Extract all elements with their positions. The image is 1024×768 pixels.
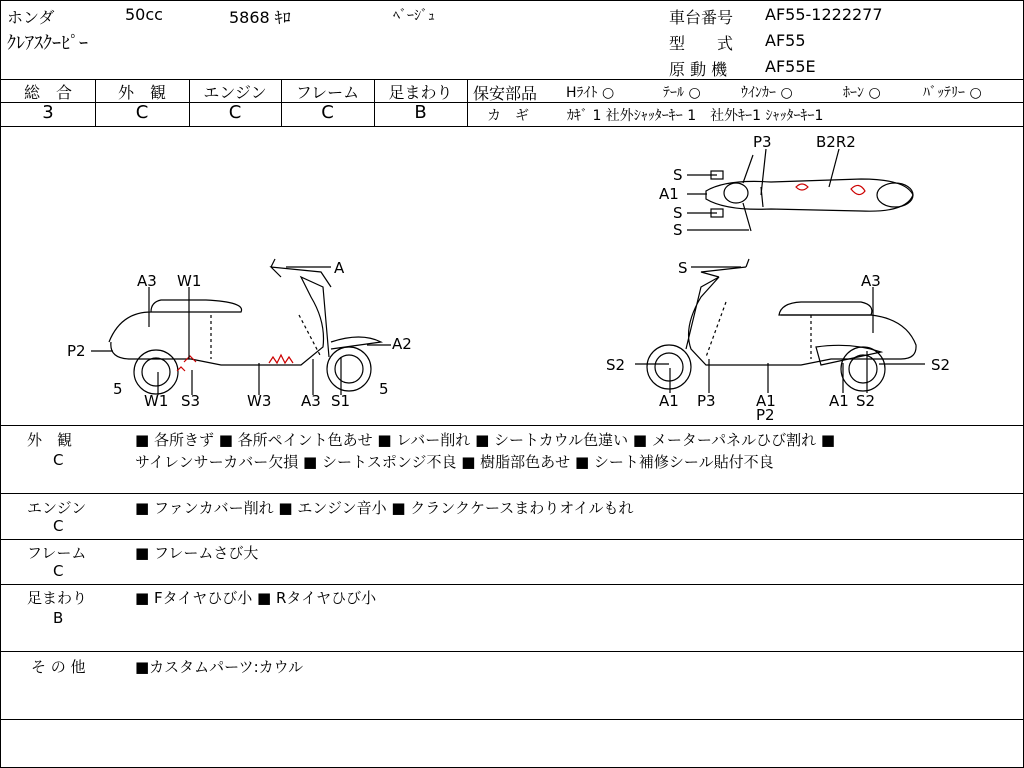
label-right-a1: A1: [659, 392, 679, 410]
label-right-a3: A3: [861, 272, 881, 290]
grade-value-suspension: B: [414, 102, 427, 123]
grade-value-overall: 3: [42, 102, 54, 123]
note-exterior-2: サイレンサーカバー欠損 ■ シートスポンジ不良 ■ 樹脂部色あせ ■ シート補修シール貼付不良: [135, 453, 774, 471]
color: ﾍﾞｰｼﾞｭ: [393, 8, 435, 24]
section-label-frame: フレーム: [27, 544, 87, 562]
label-left-5a: 5: [113, 380, 123, 398]
damage-diagram: [1, 127, 1023, 425]
label-left-p2: P2: [67, 342, 86, 360]
label-left-w1b: W1: [144, 392, 169, 410]
model-name: ｸﾚｱｽｸｰﾋﾟｰ: [7, 33, 88, 54]
label-left-a2: A2: [392, 335, 412, 353]
label-left-s1: S1: [331, 392, 351, 410]
section-label-exterior: 外 観: [27, 431, 73, 449]
label-left-s3: S3: [181, 392, 201, 410]
section-grade-frame: C: [53, 562, 64, 580]
safety-item-headlight: Hﾗｲﾄ ○: [566, 85, 615, 101]
section-label-engine: エンジン: [27, 499, 87, 517]
label-right-a1c: A1: [829, 392, 849, 410]
label-top-a1: A1: [659, 185, 679, 203]
label-left-5b: 5: [379, 380, 389, 398]
chassis-label: 車台番号: [669, 8, 734, 27]
label-top-s2: S: [673, 204, 683, 222]
displacement: 50cc: [125, 5, 163, 24]
section-grade-engine: C: [53, 517, 64, 535]
safety-label: 保安部品: [473, 84, 538, 103]
grade-label-suspension: 足まわり: [388, 83, 453, 102]
grade-label-frame: フレーム: [295, 83, 360, 102]
grade-value-frame: C: [321, 102, 334, 123]
label-right-s: S: [678, 259, 688, 277]
label-top-s3: S: [673, 221, 683, 239]
engine-value: AF55E: [765, 57, 816, 76]
label-top-s1: S: [673, 166, 683, 184]
label-left-a3b: A3: [301, 392, 321, 410]
label-left-a3: A3: [137, 272, 157, 290]
section-grade-suspension: B: [53, 609, 64, 627]
grade-value-exterior: C: [135, 102, 149, 123]
safety-item-battery: ﾊﾞｯﾃﾘｰ ○: [923, 85, 982, 101]
grade-label-exterior: 外 観: [117, 83, 166, 102]
safety-item-winker: ｳｲﾝｶｰ ○: [741, 85, 793, 101]
grade-label-engine: エンジン: [203, 83, 267, 102]
key-label: カ ギ: [487, 108, 529, 124]
top-view-scooter: [706, 155, 913, 231]
chassis-value: AF55-1222277: [765, 5, 883, 24]
label-right-s2l: S2: [606, 356, 626, 374]
right-view-leaders: [635, 267, 925, 393]
note-frame-1: ■ フレームさび大: [135, 544, 259, 562]
label-left-a: A: [334, 259, 345, 277]
label-left-w1: W1: [177, 272, 202, 290]
type-value: AF55: [765, 31, 806, 50]
label-right-p2: P2: [756, 406, 775, 424]
section-grade-exterior: C: [53, 451, 64, 469]
label-right-a1b: A1: [756, 392, 776, 410]
note-exterior-1: ■ 各所きず ■ 各所ペイント色あせ ■ レバー削れ ■ シートカウル色違い ■ メーターパネルひび割れ ■: [135, 431, 836, 449]
note-suspension-1: ■ Fタイヤひび小 ■ Rタイヤひび小: [135, 589, 377, 607]
label-right-s2c: S2: [856, 392, 876, 410]
note-other-1: ■カスタムパーツ:カウル: [135, 658, 304, 676]
label-right-p3: P3: [697, 392, 716, 410]
mileage: 5868 ｷﾛ: [229, 8, 291, 27]
label-top-b2r2: B2R2: [816, 133, 856, 151]
label-right-s2r: S2: [931, 356, 951, 374]
safety-item-horn: ﾎｰﾝ ○: [843, 85, 881, 101]
section-label-other: そ の 他: [31, 658, 86, 676]
engine-label: 原 動 機: [669, 60, 728, 79]
label-top-p3: P3: [753, 133, 772, 151]
top-view-damage-marks: [796, 184, 865, 195]
left-view-damage-marks: [177, 355, 293, 371]
maker: ホンダ: [7, 8, 55, 27]
safety-item-tail: ﾃｰﾙ ○: [663, 85, 701, 101]
label-left-w3: W3: [247, 392, 272, 410]
note-engine-1: ■ ファンカバー削れ ■ エンジン音小 ■ クランクケースまわりオイルもれ: [135, 499, 634, 517]
key-value: ｶｷﾞ 1 社外ｼｬｯﾀｰｷｰ 1 社外ｷｰ1 ｼｬｯﾀｰｷｰ1: [567, 108, 824, 124]
grade-label-overall: 総 合: [23, 83, 72, 102]
type-label: 型 式: [669, 34, 734, 53]
section-label-suspension: 足まわり: [27, 589, 88, 607]
left-view-leaders: [91, 267, 391, 395]
grade-value-engine: C: [228, 102, 242, 123]
